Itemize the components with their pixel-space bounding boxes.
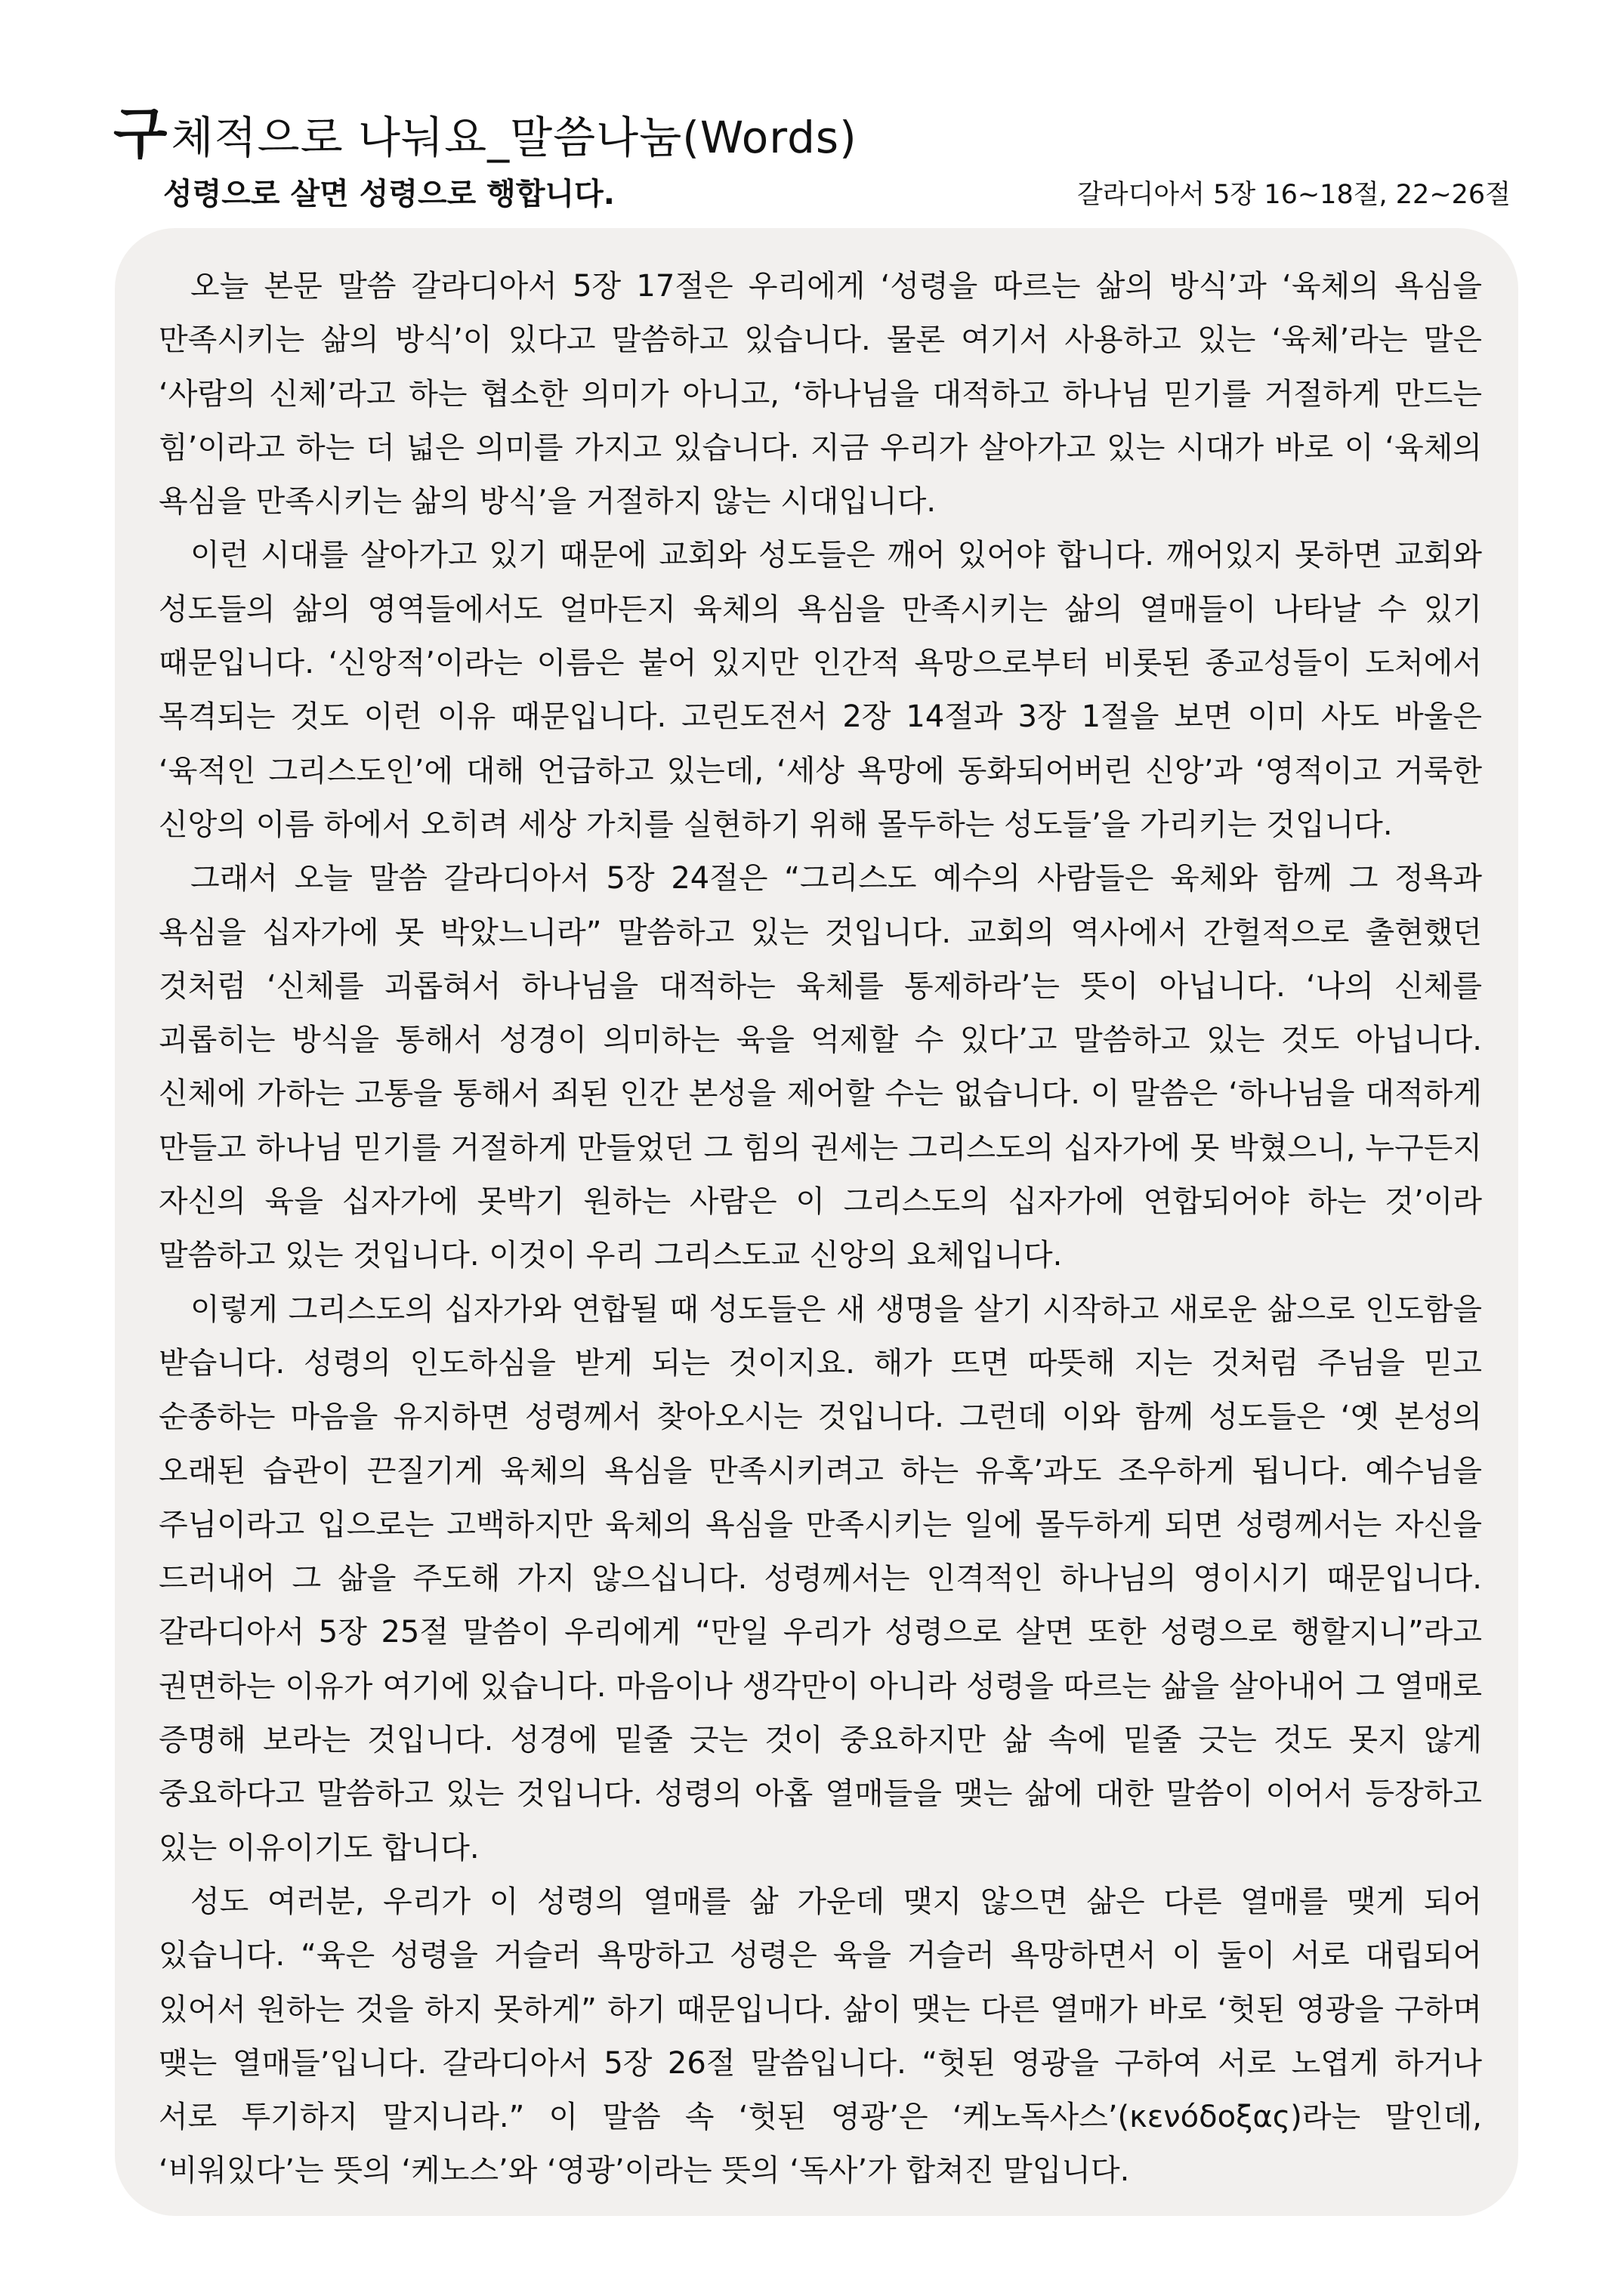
paragraph-2: 이런 시대를 살아가고 있기 때문에 교회와 성도들은 깨어 있어야 합니다. 깨어있지 못하면 교회와 성도들의 삶의 영역들에서도 얼마든지 육체의 욕심을 만족시키는 삶의 열매들이 나타날 수 있기 때문입니다. ‘신앙적’이라는 이름은 붙어 있지만 인간적 욕망으로부터 비롯된 종교성들이 도처에서 목격되는 것도 이런 이유 때문입니다. 고린도전서 2장 14절과 3장 1절을 보면 이미 사도 바울은 ‘육적인 그리스도인’에 대해 언급하고 있는데, ‘세상 욕망에 동화되어버린 신앙’과 ‘영적이고 거룩한 신앙의 이름 하에서 오히려 세상 가치를 실현하기 위해 몰두하는 성도들’을 가리키는 것입니다.	[159, 538, 1482, 842]
sermon-subtitle: 성령으로 살면 성령으로 행합니다.	[163, 177, 615, 211]
paragraph-5: 성도 여러분, 우리가 이 성령의 열매를 삶 가운데 맺지 않으면 삶은 다른 열매를 맺게 되어 있습니다. “육은 성령을 거슬러 욕망하고 성령은 육을 거슬러 욕망하면서 이 둘이 서로 대립되어 있어서 원하는 것을 하지 못하게” 하기 때문입니다. 삶이 맺는 다른 열매가 바로 ‘헛된 영광을 구하며 맺는 열매들’입니다. 갈라디아서 5장 26절 말씀입니다. “헛된 영광을 구하여 서로 노엽게 하거나 서로 투기하지 말지니라.” 이 말씀 속 ‘헛된 영광’은 ‘케노독사스’(κενόδοξας)라는 말인데, ‘비워있다’는 뜻의 ‘케노스’와 ‘영광’이라는 뜻의 ‘독사’가 합쳐진 말입니다.	[159, 1884, 1482, 2189]
title-rest: 체적으로 나눠요_말씀나눔(Words)	[171, 112, 857, 163]
title-first-char: 구	[113, 101, 168, 166]
sermon-text-box	[115, 228, 1518, 2216]
scripture-reference: 갈라디아서 5장 16~18절, 22~26절	[1076, 180, 1511, 210]
paragraph-4: 이렇게 그리스도의 십자가와 연합될 때 성도들은 새 생명을 살기 시작하고 새로운 삶으로 인도함을 받습니다. 성령의 인도하심을 받게 되는 것이지요. 해가 뜨면 따뜻해 지는 것처럼 주님을 믿고 순종하는 마음을 유지하면 성령께서 찾아오시는 것입니다. 그런데 이와 함께 성도들은 ‘옛 본성의 오래된 습관이 끈질기게 육체의 욕심을 만족시키려고 하는 유혹’과도 조우하게 됩니다. 예수님을 주님이라고 입으로는 고백하지만 육체의 욕심을 만족시키는 일에 몰두하게 되면 성령께서는 자신을 드러내어 그 삶을 주도해 가지 않으십니다. 성령께서는 인격적인 하나님의 영이시기 때문입니다. 갈라디아서 5장 25절 말씀이 우리에게 “만일 우리가 성령으로 살면 또한 성령으로 행할지니”라고 권면하는 이유가 여기에 있습니다. 마음이나 생각만이 아니라 성령을 따르는 삶을 살아내어 그 열매로 증명해 보라는 것입니다. 성경에 밑줄 긋는 것이 중요하지만 삶 속에 밑줄 긋는 것도 못지 않게 중요하다고 말씀하고 있는 것입니다. 성령의 아홉 열매들을 맺는 삶에 대한 말씀이 이어서 등장하고 있는 이유이기도 합니다.	[159, 1292, 1482, 1866]
paragraph-1: 오늘 본문 말씀 갈라디아서 5장 17절은 우리에게 ‘성령을 따르는 삶의 방식’과 ‘육체의 욕심을 만족시키는 삶의 방식’이 있다고 말씀하고 있습니다. 물론 여기서 사용하고 있는 ‘육체’라는 말은 ‘사람의 신체’라고 하는 협소한 의미가 아니고, ‘하나님을 대적하고 하나님 믿기를 거절하게 만드는 힘’이라고 하는 더 넓은 의미를 가지고 있습니다. 지금 우리가 살아가고 있는 시대가 바로 이 ‘육체의 욕심을 만족시키는 삶의 방식’을 거절하지 않는 시대입니다.	[159, 269, 1482, 520]
page-title	[113, 89, 857, 169]
paragraph-3: 그래서 오늘 말씀 갈라디아서 5장 24절은 “그리스도 예수의 사람들은 육체와 함께 그 정욕과 욕심을 십자가에 못 박았느니라” 말씀하고 있는 것입니다. 교회의 역사에서 간헐적으로 출현했던 것처럼 ‘신체를 괴롭혀서 하나님을 대적하는 육체를 통제하라’는 뜻이 아닙니다. ‘나의 신체를 괴롭히는 방식을 통해서 성경이 의미하는 육을 억제할 수 있다’고 말씀하고 있는 것도 아닙니다. 신체에 가하는 고통을 통해서 죄된 인간 본성을 제어할 수는 없습니다. 이 말씀은 ‘하나님을 대적하게 만들고 하나님 믿기를 거절하게 만들었던 그 힘의 권세는 그리스도의 십자가에 못 박혔으니, 누구든지 자신의 육을 십자가에 못박기 원하는 사람은 이 그리스도의 십자가에 연합되어야 하는 것’이라 말씀하고 있는 것입니다. 이것이 우리 그리스도교 신앙의 요체입니다.	[159, 861, 1482, 1273]
